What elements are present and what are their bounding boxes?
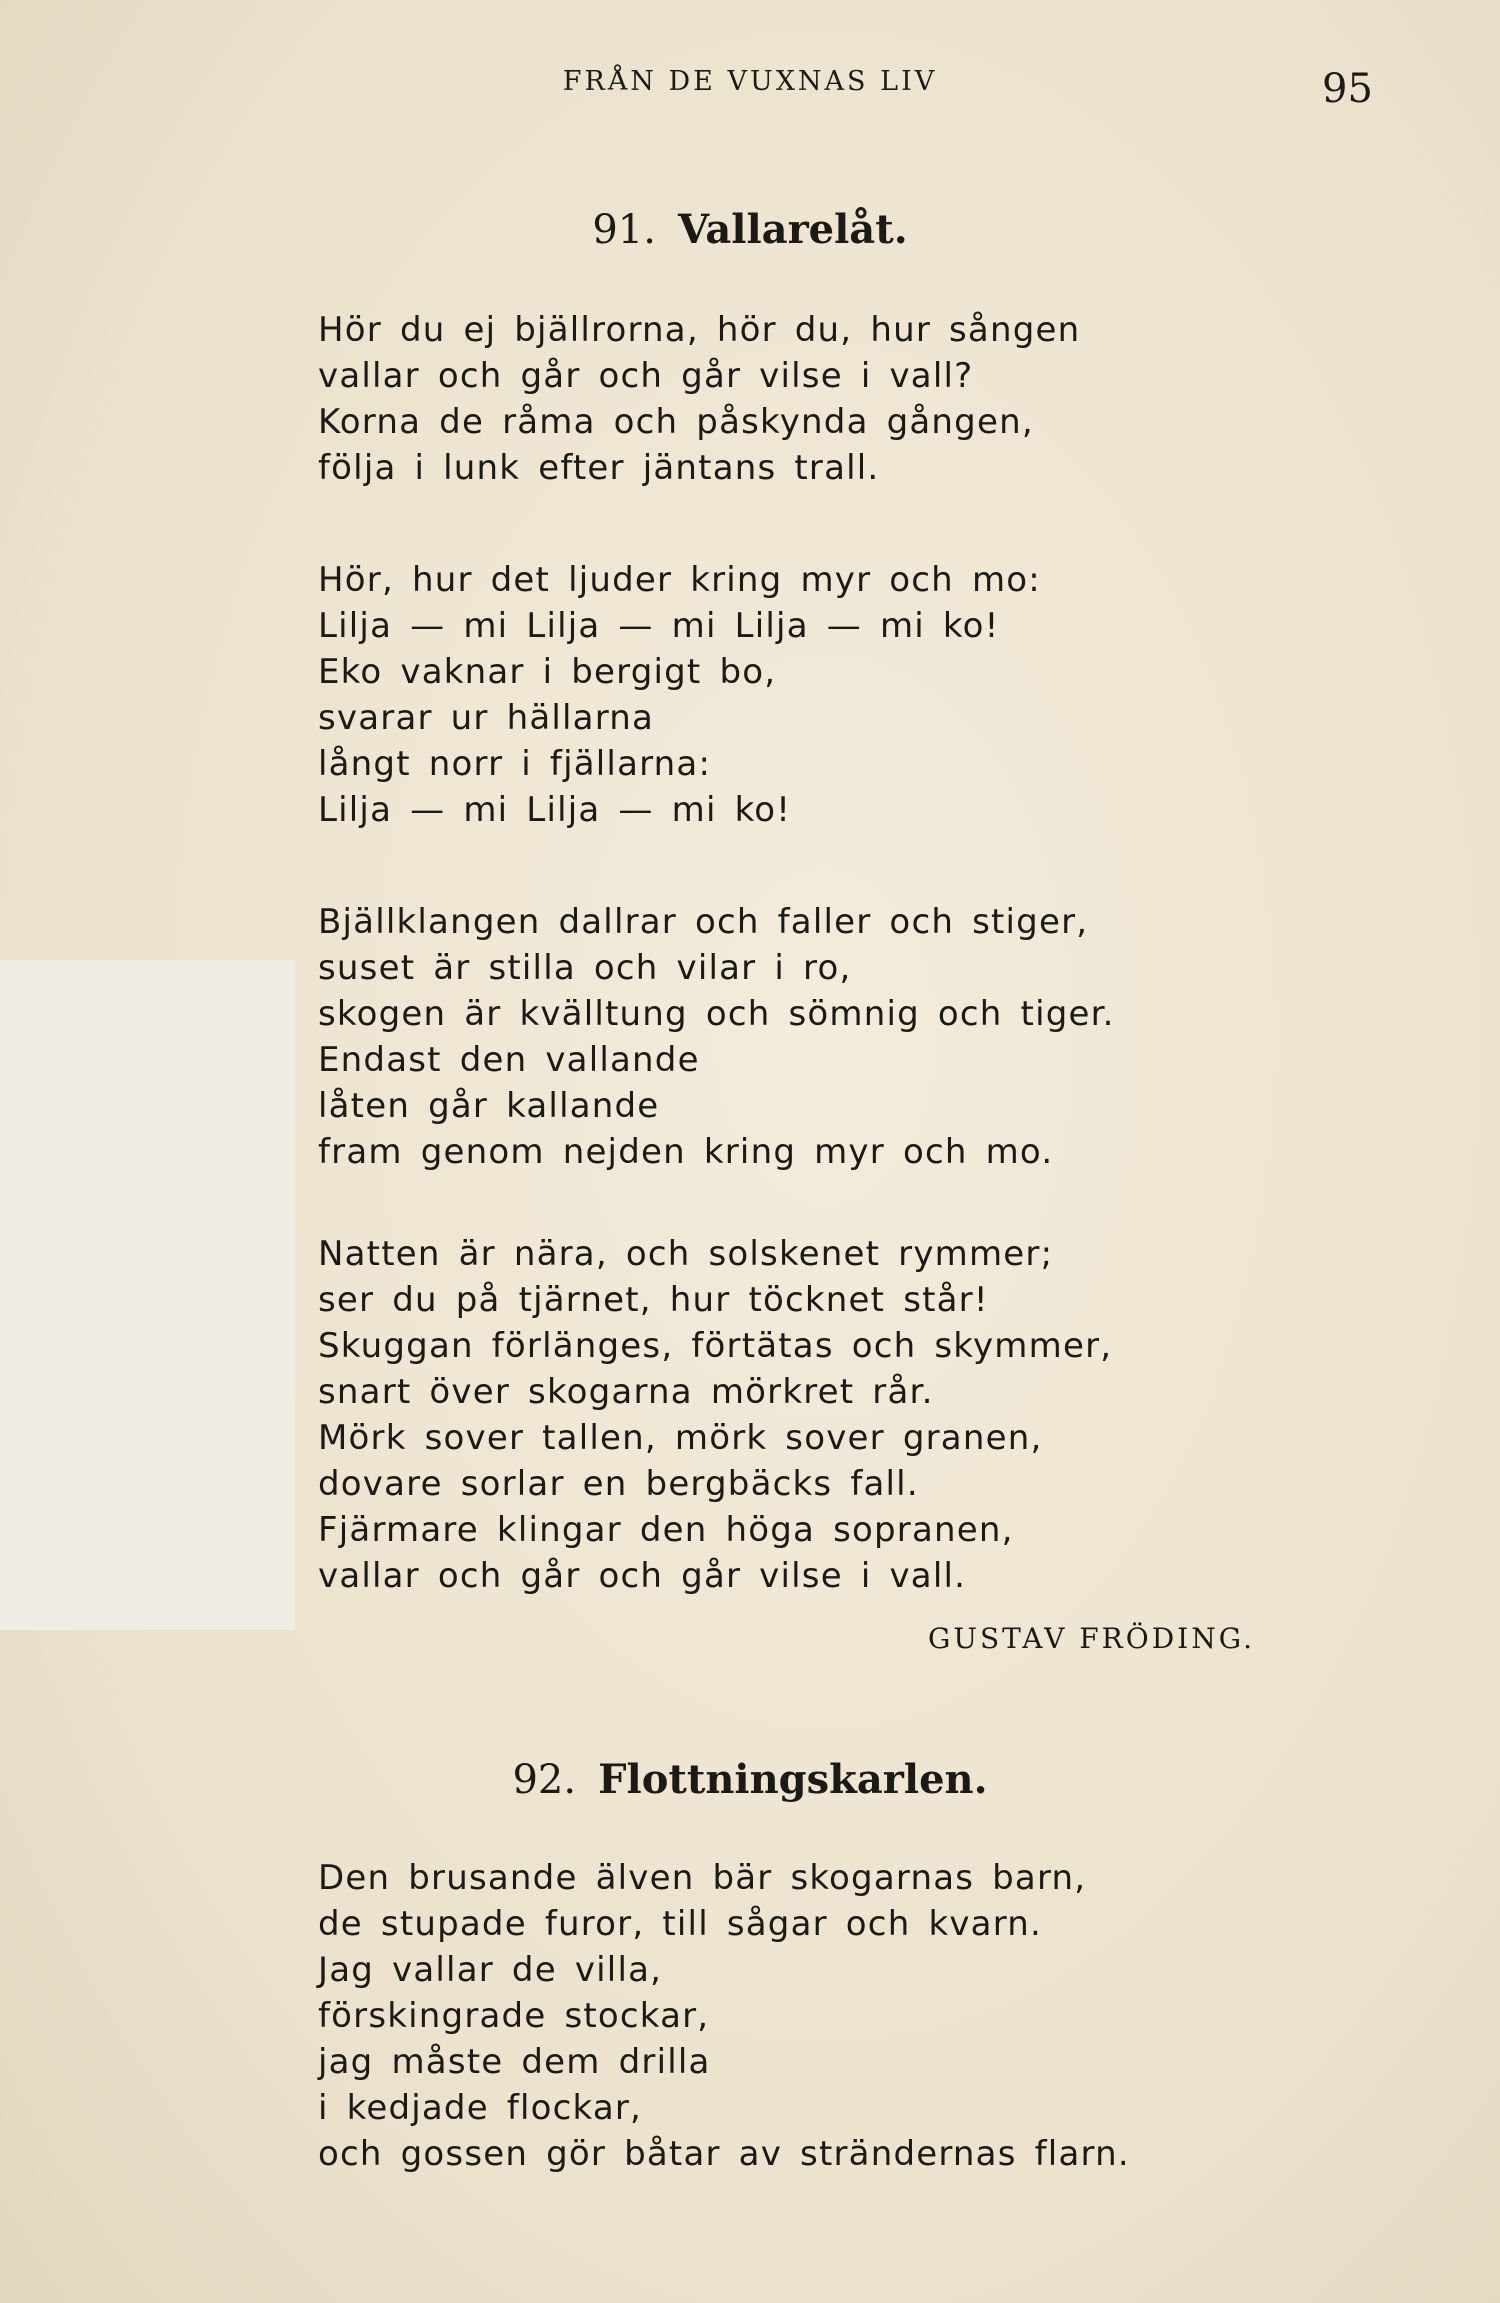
poem-line: suset är stilla och vilar i ro, (318, 948, 852, 988)
poem-line: Endast den vallande (318, 1040, 700, 1080)
poem-line: dovare sorlar en bergbäcks fall. (318, 1464, 919, 1504)
poem-91-heading (0, 206, 1500, 253)
poem-number: 91. (592, 207, 656, 253)
poem-line: vallar och går och går vilse i vall. (318, 1556, 967, 1596)
poem-line: vallar och går och går vilse i vall? (318, 356, 974, 396)
poem-line: Lilja — mi Lilja — mi ko! (318, 790, 792, 830)
poem-line: låten går kallande (318, 1086, 660, 1126)
poem-line: Hör du ej bjällrorna, hör du, hur sången (318, 310, 1081, 350)
poem-line: Fjärmare klingar den höga sopranen, (318, 1510, 1014, 1550)
poem-line: Den brusande älven bär skogarnas barn, (318, 1858, 1087, 1898)
running-head (0, 66, 1500, 126)
poem-author: GUSTAV FRÖDING. (928, 1622, 1255, 1655)
poem-line: förskingrade stockar, (318, 1996, 710, 2036)
poem-line: Natten är nära, och solskenet rymmer; (318, 1234, 1054, 1274)
poem-title: Flottningskarlen. (598, 1756, 988, 1803)
stanza (318, 1855, 1130, 2177)
stanza (318, 899, 1115, 1175)
poem-line: långt norr i fjällarna: (318, 744, 712, 784)
poem-line: Eko vaknar i bergigt bo, (318, 652, 777, 692)
stanza (318, 557, 1041, 833)
poem-line: Bjällklangen dallrar och faller och stiger, (318, 902, 1089, 942)
poem-line: Lilja — mi Lilja — mi Lilja — mi ko! (318, 606, 1000, 646)
poem-line: Mörk sover tallen, mörk sover granen, (318, 1418, 1043, 1458)
poem-title: Vallarelåt. (677, 206, 908, 253)
poem-line: Skuggan förlänges, förtätas och skymmer, (318, 1326, 1113, 1366)
poem-line: Korna de råma och påskynda gången, (318, 402, 1034, 442)
poem-line: och gossen gör båtar av strändernas flarn. (318, 2134, 1130, 2174)
poem-line: jag måste dem drilla (318, 2042, 711, 2082)
stanza (318, 1231, 1112, 1599)
poem-line: de stupade furor, till sågar och kvarn. (318, 1904, 1043, 1944)
poem-line: Hör, hur det ljuder kring myr och mo: (318, 560, 1041, 600)
poem-line: ser du på tjärnet, hur töcknet står! (318, 1280, 989, 1320)
paper-patch (0, 960, 295, 1630)
running-title: FRÅN DE VUXNAS LIV (562, 66, 938, 97)
poem-number: 92. (512, 1757, 577, 1803)
page-number: 95 (1322, 66, 1373, 112)
stanza (318, 307, 1080, 491)
poem-line: svarar ur hällarna (318, 698, 655, 738)
poem-line: följa i lunk efter jäntans trall. (318, 448, 880, 488)
poem-line: snart över skogarna mörkret rår. (318, 1372, 934, 1412)
poem-line: i kedjade flockar, (318, 2088, 643, 2128)
poem-92-heading (0, 1756, 1500, 1803)
poem-line: Jag vallar de villa, (318, 1950, 663, 1990)
poem-line: fram genom nejden kring myr och mo. (318, 1132, 1054, 1172)
poem-line: skogen är kvälltung och sömnig och tiger. (318, 994, 1115, 1034)
